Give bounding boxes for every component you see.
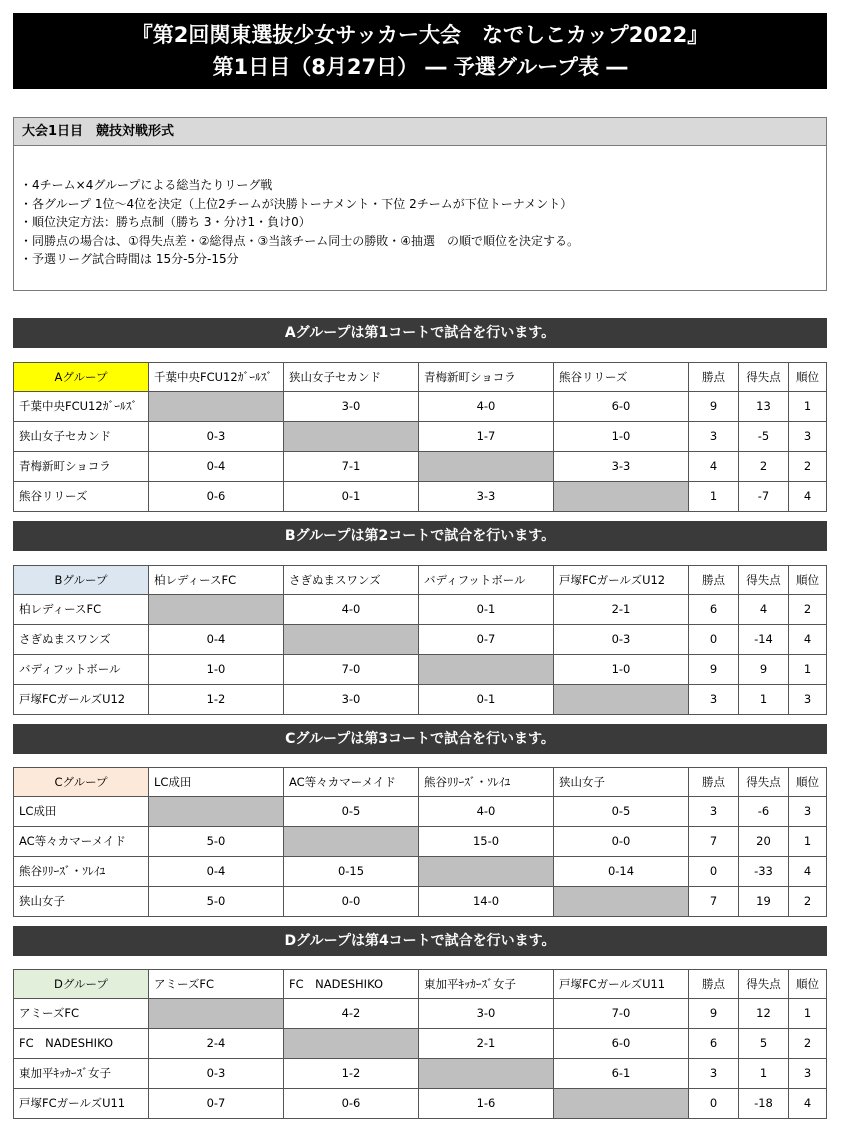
goal-diff-cell: -5 (739, 422, 789, 452)
rank-cell: 4 (789, 482, 827, 512)
match-score: 0-5 (284, 797, 419, 827)
match-score: 0-1 (284, 482, 419, 512)
rule-item: ・予選リーグ試合時間は 15分-5分-15分 (20, 252, 239, 266)
rank-cell: 1 (789, 827, 827, 857)
match-score: 15-0 (419, 827, 554, 857)
stat-header: 勝点 (689, 768, 739, 797)
group-banner: Aグループは第1コートで試合を行います。 (13, 318, 827, 348)
column-team-header: 熊谷ﾘﾘｰｽﾞ・ｿﾚｲﾕ (419, 768, 554, 797)
match-score: 0-0 (284, 887, 419, 917)
row-team-name: 熊谷ﾘﾘｰｽﾞ・ｿﾚｲﾕ (14, 857, 149, 887)
rule-item: ・各グループ 1位～4位を決定（上位2チームが決勝トーナメント・下位 2チームが下位トーナメント） (20, 196, 573, 211)
table-row (14, 482, 827, 512)
points-cell: 4 (689, 452, 739, 482)
match-score: 0-15 (284, 857, 419, 887)
self-match-cell (554, 685, 689, 715)
column-team-header: 青梅新町ショコラ (419, 363, 554, 392)
table-row (14, 1059, 827, 1089)
points-cell: 3 (689, 685, 739, 715)
goal-diff-cell: 4 (739, 595, 789, 625)
table-row (14, 685, 827, 715)
match-score: 3-0 (284, 685, 419, 715)
goal-diff-cell: 5 (739, 1029, 789, 1059)
column-team-header: 熊谷リリーズ (554, 363, 689, 392)
column-team-header: バディフットボール (419, 566, 554, 595)
points-cell: 6 (689, 1029, 739, 1059)
rules-heading: 大会1日目 競技対戦形式 (14, 118, 826, 146)
row-team-name: 狭山女子セカンド (14, 422, 149, 452)
group-name-cell: Aグループ (14, 363, 149, 392)
match-score: 0-3 (149, 1059, 284, 1089)
self-match-cell (284, 625, 419, 655)
table-row (14, 999, 827, 1029)
points-cell: 3 (689, 797, 739, 827)
group-header-row (14, 768, 827, 797)
points-cell: 0 (689, 625, 739, 655)
self-match-cell (284, 827, 419, 857)
rules-box (13, 117, 827, 291)
match-score: 7-0 (554, 999, 689, 1029)
group-banner: Bグループは第2コートで試合を行います。 (13, 521, 827, 551)
match-score: 0-0 (554, 827, 689, 857)
group-name-cell: Dグループ (14, 970, 149, 999)
rank-cell: 3 (789, 1059, 827, 1089)
goal-diff-cell: 13 (739, 392, 789, 422)
rule-item: ・順位決定方法：勝ち点制（勝ち 3・分け1・負け0） (20, 215, 311, 229)
rank-cell: 1 (789, 655, 827, 685)
column-team-header: 柏レディースFC (149, 566, 284, 595)
match-score: 0-6 (149, 482, 284, 512)
rank-cell: 3 (789, 797, 827, 827)
group-banner: Dグループは第4コートで試合を行います。 (13, 926, 827, 956)
match-score: 1-2 (284, 1059, 419, 1089)
self-match-cell (419, 1059, 554, 1089)
match-score: 0-7 (149, 1089, 284, 1119)
column-team-header: LC成田 (149, 768, 284, 797)
stat-header: 得失点 (739, 768, 789, 797)
rank-cell: 2 (789, 887, 827, 917)
column-team-header: FC NADESHIKO (284, 970, 419, 999)
match-score: 1-0 (554, 422, 689, 452)
goal-diff-cell: 1 (739, 685, 789, 715)
title-line-2: 第1日目（8月27日） ― 予選グループ表 ― (212, 55, 628, 79)
match-score: 5-0 (149, 887, 284, 917)
match-score: 3-0 (419, 999, 554, 1029)
rules-list (14, 146, 826, 269)
column-team-header: 千葉中央FCU12ｶﾞｰﾙｽﾞ (149, 363, 284, 392)
match-score: 4-0 (419, 797, 554, 827)
points-cell: 7 (689, 887, 739, 917)
group-name-cell: Bグループ (14, 566, 149, 595)
match-score: 0-1 (419, 685, 554, 715)
rank-cell: 1 (789, 999, 827, 1029)
points-cell: 9 (689, 999, 739, 1029)
match-score: 0-7 (419, 625, 554, 655)
match-score: 2-1 (419, 1029, 554, 1059)
match-score: 0-4 (149, 857, 284, 887)
row-team-name: 戸塚FCガールズU11 (14, 1089, 149, 1119)
column-team-header: さぎぬまスワンズ (284, 566, 419, 595)
self-match-cell (419, 857, 554, 887)
points-cell: 9 (689, 655, 739, 685)
group-table (13, 362, 827, 512)
column-team-header: 戸塚FCガールズU12 (554, 566, 689, 595)
match-score: 0-5 (554, 797, 689, 827)
goal-diff-cell: 19 (739, 887, 789, 917)
self-match-cell (554, 1089, 689, 1119)
match-score: 0-3 (149, 422, 284, 452)
match-score: 1-2 (149, 685, 284, 715)
row-team-name: AC等々カマーメイド (14, 827, 149, 857)
table-row (14, 595, 827, 625)
goal-diff-cell: -18 (739, 1089, 789, 1119)
match-score: 0-14 (554, 857, 689, 887)
table-row (14, 1089, 827, 1119)
goal-diff-cell: 1 (739, 1059, 789, 1089)
table-row (14, 625, 827, 655)
rank-cell: 3 (789, 422, 827, 452)
group-header-row (14, 363, 827, 392)
match-score: 3-3 (554, 452, 689, 482)
points-cell: 3 (689, 422, 739, 452)
goal-diff-cell: -6 (739, 797, 789, 827)
match-score: 5-0 (149, 827, 284, 857)
match-score: 6-0 (554, 1029, 689, 1059)
match-score: 7-1 (284, 452, 419, 482)
self-match-cell (554, 887, 689, 917)
match-score: 0-4 (149, 625, 284, 655)
rank-cell: 3 (789, 685, 827, 715)
match-score: 1-0 (554, 655, 689, 685)
self-match-cell (149, 999, 284, 1029)
row-team-name: 戸塚FCガールズU12 (14, 685, 149, 715)
table-row (14, 655, 827, 685)
row-team-name: 柏レディースFC (14, 595, 149, 625)
row-team-name: バディフットボール (14, 655, 149, 685)
points-cell: 6 (689, 595, 739, 625)
rank-cell: 2 (789, 595, 827, 625)
title-line-1: 『第2回関東選抜少女サッカー大会 なでしこカップ2022』 (131, 23, 709, 47)
column-team-header: 狭山女子セカンド (284, 363, 419, 392)
match-score: 6-0 (554, 392, 689, 422)
match-score: 2-4 (149, 1029, 284, 1059)
table-row (14, 797, 827, 827)
rule-item: ・4チーム×4グループによる総当たりリーグ戦 (20, 178, 273, 192)
points-cell: 7 (689, 827, 739, 857)
group-name-cell: Cグループ (14, 768, 149, 797)
group-header-row (14, 970, 827, 999)
self-match-cell (419, 655, 554, 685)
match-score: 7-0 (284, 655, 419, 685)
column-team-header: 東加平ｷｯｶｰｽﾞ女子 (419, 970, 554, 999)
row-team-name: 千葉中央FCU12ｶﾞｰﾙｽﾞ (14, 392, 149, 422)
self-match-cell (284, 422, 419, 452)
match-score: 6-1 (554, 1059, 689, 1089)
rank-cell: 2 (789, 452, 827, 482)
row-team-name: 青梅新町ショコラ (14, 452, 149, 482)
column-team-header: 戸塚FCガールズU11 (554, 970, 689, 999)
points-cell: 0 (689, 1089, 739, 1119)
goal-diff-cell: 2 (739, 452, 789, 482)
goal-diff-cell: 12 (739, 999, 789, 1029)
table-row (14, 422, 827, 452)
table-row (14, 1029, 827, 1059)
row-team-name: 熊谷リリーズ (14, 482, 149, 512)
match-score: 0-6 (284, 1089, 419, 1119)
match-score: 2-1 (554, 595, 689, 625)
match-score: 1-6 (419, 1089, 554, 1119)
match-score: 4-0 (284, 595, 419, 625)
rank-cell: 4 (789, 857, 827, 887)
stat-header: 得失点 (739, 566, 789, 595)
match-score: 4-2 (284, 999, 419, 1029)
self-match-cell (149, 797, 284, 827)
group-table (13, 969, 827, 1119)
rule-item: ・同勝点の場合は、①得失点差・②総得点・③当該チーム同士の勝敗・④抽選 の順で順位を決定する。 (20, 233, 580, 248)
stat-header: 勝点 (689, 566, 739, 595)
stat-header: 得失点 (739, 970, 789, 999)
rank-cell: 4 (789, 1089, 827, 1119)
row-team-name: さぎぬまスワンズ (14, 625, 149, 655)
stat-header: 順位 (789, 768, 827, 797)
rank-cell: 2 (789, 1029, 827, 1059)
points-cell: 9 (689, 392, 739, 422)
self-match-cell (284, 1029, 419, 1059)
stat-header: 勝点 (689, 970, 739, 999)
row-team-name: LC成田 (14, 797, 149, 827)
match-score: 1-7 (419, 422, 554, 452)
table-row (14, 887, 827, 917)
points-cell: 0 (689, 857, 739, 887)
table-row (14, 392, 827, 422)
group-table (13, 767, 827, 917)
table-row (14, 857, 827, 887)
column-team-header: AC等々カマーメイド (284, 768, 419, 797)
match-score: 0-4 (149, 452, 284, 482)
match-score: 4-0 (419, 392, 554, 422)
self-match-cell (149, 595, 284, 625)
rank-cell: 4 (789, 625, 827, 655)
match-score: 14-0 (419, 887, 554, 917)
self-match-cell (554, 482, 689, 512)
self-match-cell (149, 392, 284, 422)
table-row (14, 827, 827, 857)
row-team-name: FC NADESHIKO (14, 1029, 149, 1059)
goal-diff-cell: 20 (739, 827, 789, 857)
goal-diff-cell: -7 (739, 482, 789, 512)
group-header-row (14, 566, 827, 595)
match-score: 1-0 (149, 655, 284, 685)
table-row (14, 452, 827, 482)
row-team-name: アミーズFC (14, 999, 149, 1029)
page-title (13, 13, 827, 89)
rank-cell: 1 (789, 392, 827, 422)
row-team-name: 狭山女子 (14, 887, 149, 917)
points-cell: 1 (689, 482, 739, 512)
stat-header: 得失点 (739, 363, 789, 392)
goal-diff-cell: 9 (739, 655, 789, 685)
goal-diff-cell: -33 (739, 857, 789, 887)
match-score: 3-0 (284, 392, 419, 422)
stat-header: 順位 (789, 970, 827, 999)
match-score: 0-3 (554, 625, 689, 655)
group-table (13, 565, 827, 715)
match-score: 3-3 (419, 482, 554, 512)
stat-header: 勝点 (689, 363, 739, 392)
points-cell: 3 (689, 1059, 739, 1089)
column-team-header: 狭山女子 (554, 768, 689, 797)
match-score: 0-1 (419, 595, 554, 625)
stat-header: 順位 (789, 363, 827, 392)
stat-header: 順位 (789, 566, 827, 595)
self-match-cell (419, 452, 554, 482)
goal-diff-cell: -14 (739, 625, 789, 655)
group-banner: Cグループは第3コートで試合を行います。 (13, 724, 827, 754)
row-team-name: 東加平ｷｯｶｰｽﾞ女子 (14, 1059, 149, 1089)
column-team-header: アミーズFC (149, 970, 284, 999)
